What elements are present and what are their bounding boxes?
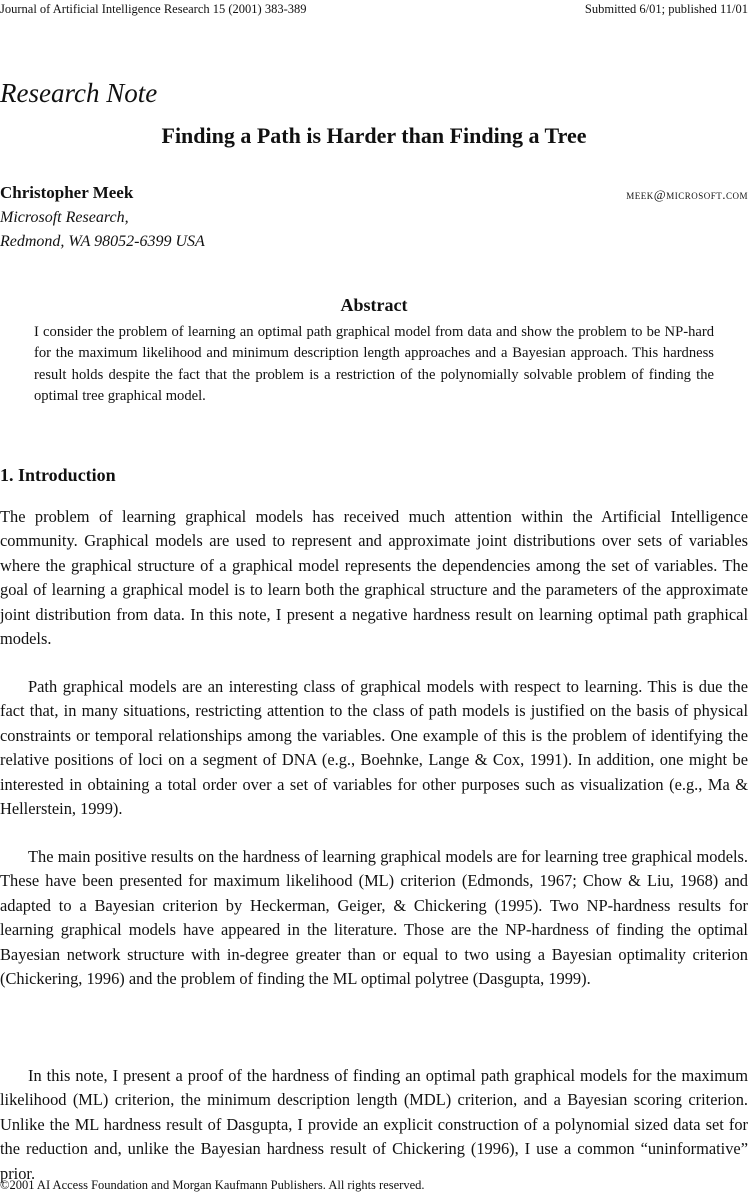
author-email[interactable]: meek@microsoft.com — [626, 187, 748, 202]
body-paragraph: In this note, I present a proof of the hardness of finding an optimal path graphical models for the maximum likelihood (ML) criterion, the minimum description length (MDL) criterion, and a Bayesian scoring criterion. Unlike the ML hardness result of Dasgupta, I provide an explicit construction of a polynomial sized data set for the reduction and, unlike the Bayesian hardness result of Chickering (1996), I use a common “uninformative” prior. — [0, 1066, 748, 1183]
note-type-label: Research Note — [0, 78, 158, 108]
author-address: Redmond, WA 98052-6399 USA — [0, 233, 205, 250]
submission-dates: Submitted 6/01; published 11/01 — [584, 2, 748, 16]
paper-title: Finding a Path is Harder than Finding a Tree — [161, 123, 587, 148]
abstract-heading: Abstract — [340, 295, 408, 315]
copyright-footer: ©2001 AI Access Foundation and Morgan Kaufmann Publishers. All rights reserved. — [0, 1178, 425, 1192]
author-affiliation: Microsoft Research, — [0, 209, 129, 226]
body-paragraph: Path graphical models are an interesting class of graphical models with respect to learning. This is due the fact that, in many situations, restricting attention to the class of path models is justified on the basis of physical constraints or temporal relationships among the variables. One example of this is the problem of identifying the relative positions of loci on a segment of DNA (e.g., Boehnke, Lange & Cox, 1991). In addition, one might be interested in obtaining a total order over a set of variables for other purposes such as visualization (e.g., Ma & Hellerstein, 1999). — [0, 677, 748, 819]
author-name: Christopher Meek — [0, 183, 134, 202]
body-paragraph: The main positive results on the hardness of learning graphical models are for learning tree graphical models. These have been presented for maximum likelihood (ML) criterion (Edmonds, 1967; Chow & Liu, 1968) and adapted to a Bayesian criterion by Heckerman, Geiger, & Chickering (1995). Two NP-hardness results for learning graphical models have appeared in the literature. Those are the NP-hardness of finding the optimal Bayesian network structure with in-degree greater than or equal to two using a Bayesian optimality criterion (Chickering, 1996) and the problem of finding the ML optimal polytree (Dasgupta, 1999). — [0, 847, 748, 989]
section-heading: 1. Introduction — [0, 465, 116, 485]
abstract-text: I consider the problem of learning an optimal path graphical model from data and show the problem to be NP-hard for the maximum likelihood and minimum description length approaches and a Bayesian approach. This hardness result holds despite the fact that the problem is a restriction of the polynomially solvable problem of finding the optimal tree graphical model. — [34, 324, 714, 404]
body-paragraph: The problem of learning graphical models has received much attention within the Artificial Intelligence community. Graphical models are used to represent and approximate joint distributions over sets of variables where the graphical structure of a graphical model represents the dependencies among the set of variables. The goal of learning a graphical model is to learn both the graphical structure and the parameters of the approximate joint distribution from data. In this note, I present a negative hardness result on learning optimal path graphical models. — [0, 507, 748, 649]
journal-header: Journal of Artificial Intelligence Research 15 (2001) 383-389 — [0, 2, 307, 16]
